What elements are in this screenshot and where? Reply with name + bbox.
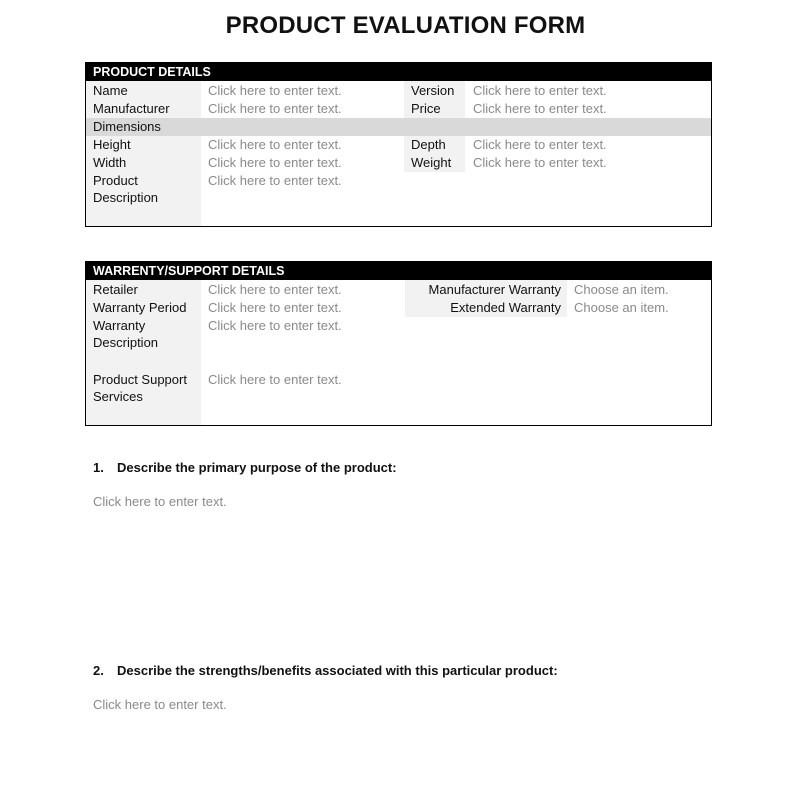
product-details-section — [85, 62, 712, 227]
question-2-answer-field[interactable]: Click here to enter text. — [93, 697, 227, 712]
question-2-number: 2. — [93, 663, 104, 678]
warranty-description-label-1: Warranty — [93, 318, 146, 333]
weight-label: Weight — [411, 155, 452, 170]
question-2-text: Describe the strengths/benefits associated with this particular product: — [117, 663, 558, 678]
width-field[interactable]: Click here to enter text. — [208, 155, 342, 170]
question-1-answer-field[interactable]: Click here to enter text. — [93, 494, 227, 509]
warranty-period-label: Warranty Period — [93, 300, 187, 315]
warranty-period-field[interactable]: Click here to enter text. — [208, 300, 342, 315]
manufacturer-warranty-label: Manufacturer Warranty — [428, 282, 561, 297]
extended-warranty-dropdown[interactable]: Choose an item. — [574, 300, 669, 315]
height-label: Height — [93, 137, 131, 152]
price-label: Price — [411, 101, 441, 116]
extended-warranty-label: Extended Warranty — [450, 300, 561, 315]
warranty-description-label-2: Description — [93, 335, 159, 350]
dimensions-band — [86, 118, 711, 136]
question-2 — [93, 663, 558, 678]
retailer-label: Retailer — [93, 282, 138, 297]
depth-label: Depth — [411, 137, 446, 152]
manufacturer-warranty-dropdown[interactable]: Choose an item. — [574, 282, 669, 297]
warranty-details-header: WARRENTY/SUPPORT DETAILS — [86, 262, 711, 280]
product-description-field[interactable]: Click here to enter text. — [208, 173, 342, 188]
product-description-label-2: Description — [93, 190, 159, 205]
manufacturer-field[interactable]: Click here to enter text. — [208, 101, 342, 116]
height-field[interactable]: Click here to enter text. — [208, 137, 342, 152]
product-support-label-1: Product Support — [93, 372, 187, 387]
product-description-label-1: Product — [93, 173, 138, 188]
retailer-field[interactable]: Click here to enter text. — [208, 282, 342, 297]
width-label: Width — [93, 155, 127, 170]
weight-field[interactable]: Click here to enter text. — [473, 155, 607, 170]
warranty-description-field[interactable]: Click here to enter text. — [208, 318, 342, 333]
price-field[interactable]: Click here to enter text. — [473, 101, 607, 116]
name-field[interactable]: Click here to enter text. — [208, 83, 342, 98]
question-1-number: 1. — [93, 460, 104, 475]
question-1-text: Describe the primary purpose of the product: — [117, 460, 397, 475]
dimensions-label: Dimensions — [93, 119, 161, 134]
depth-field[interactable]: Click here to enter text. — [473, 137, 607, 152]
page-title: PRODUCT EVALUATION FORM — [225, 12, 586, 39]
warranty-details-section — [85, 261, 712, 426]
question-1 — [93, 460, 397, 475]
product-support-label-2: Services — [93, 389, 143, 404]
manufacturer-label: Manufacturer — [93, 101, 170, 116]
version-field[interactable]: Click here to enter text. — [473, 83, 607, 98]
name-label: Name — [93, 83, 128, 98]
product-details-header: PRODUCT DETAILS — [86, 63, 711, 81]
version-label: Version — [404, 81, 465, 118]
product-support-field[interactable]: Click here to enter text. — [208, 372, 342, 387]
